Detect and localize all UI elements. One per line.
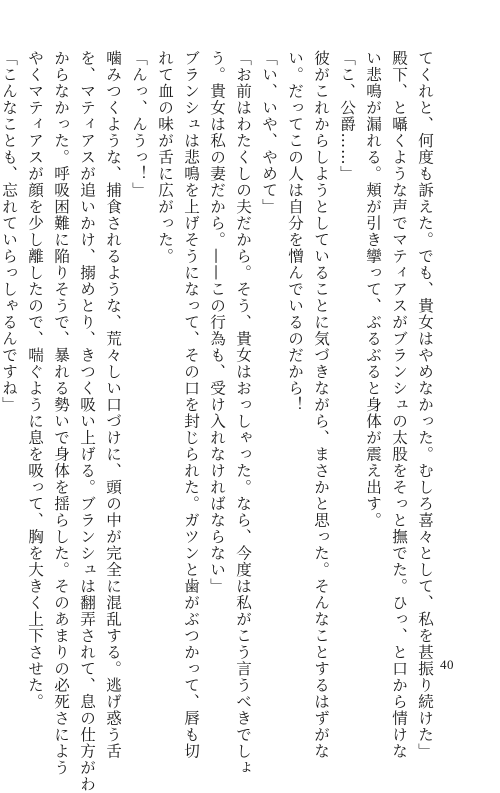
text-line: 噛みつくような、捕食されるような、荒々しい口づけに、頭の中が完全に混乱する。逃げ惑う舌 xyxy=(104,50,122,760)
text-line: 「い、いや、やめて」 xyxy=(260,50,278,215)
text-line: れて血の味が舌に広がった。 xyxy=(156,50,174,265)
text-line: 「んっ、んうっ！」 xyxy=(130,50,148,199)
text-line: を、マティアスが追いかけ、搦めとり、きつく吸い上げる。ブランシュは翻弄されて、息の仕方がわ xyxy=(78,50,96,793)
text-line: い悲鳴が漏れる。頬が引き攣って、ぶるぶると身体が震え出す。 xyxy=(364,50,382,529)
text-line: 「こんなことも、忘れていらっしゃるんですね」 xyxy=(0,50,18,413)
text-line: ブランシュは悲鳴を上げそうになって、その口を封じられた。ガツンと歯がぶつかって、唇も切 xyxy=(182,50,200,760)
text-line: 彼がこれからしようとしていることに気づきながら、まさかと思った。そんなことするはずがな xyxy=(312,50,330,760)
text-line: う。貴女は私の妻だから。——この行為も、受け入れなければならない」 xyxy=(208,50,226,595)
text-line: い。だってこの人は自分を憎んでいるのだから！ xyxy=(286,50,304,413)
text-line: やくマティアスが顔を少し離したので、喘ぐように息を吸って、胸を大きく上下させた。 xyxy=(26,50,44,710)
page-number: 40 xyxy=(440,657,454,672)
text-line: 「こ、公爵……」 xyxy=(338,50,356,182)
text-line: 殿下、と囁くような声でマティアスがブランシュの太股をそっと撫でた。ひっ、と口から情けな xyxy=(390,50,408,760)
body-text xyxy=(0,50,438,793)
text-line: 「お前はわたくしの夫だから。そう、貴女はおっしゃった。なら、今度は私がこう言うべきでしょ xyxy=(234,50,252,776)
text-line: てくれと、何度も訴えた。でも、貴女はやめなかった。むしろ喜々として、私を甚振り続けた」 xyxy=(416,50,434,760)
text-line: からなかった。呼吸困難に陥りそうで、暴れる勢いで身体を揺らした。そのあまりの必死さによう xyxy=(52,50,70,776)
